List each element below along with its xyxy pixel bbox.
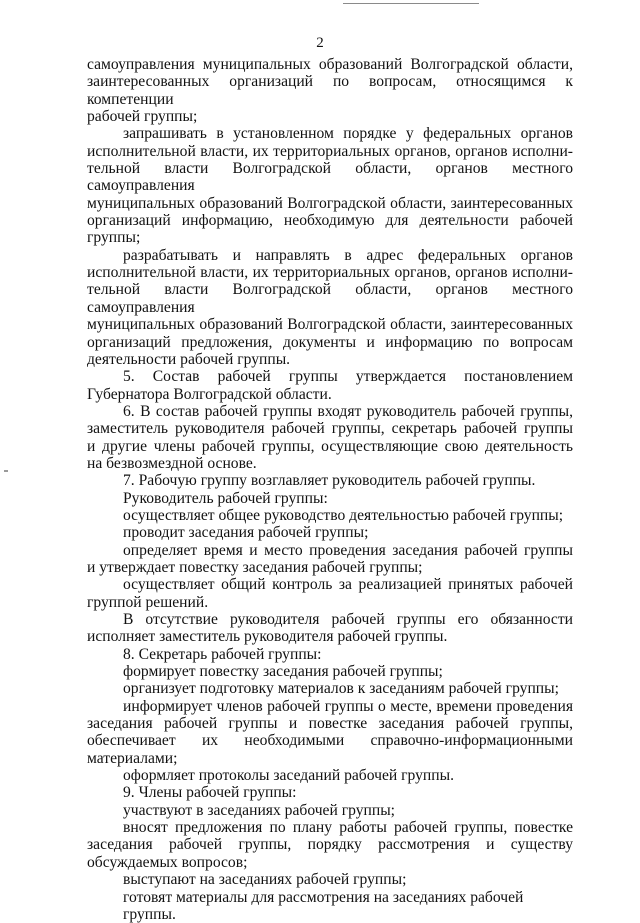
text-line: рабочей группы; [87,108,573,125]
text-line: осуществляет общее руководство деятельностью рабочей группы; [87,507,573,524]
text-line: муниципальных образований Волгоградской области, заинтересованных [87,195,573,212]
text-line: осуществляет общий контроль за реализацией принятых рабочей [87,576,573,593]
text-line: самоуправления муниципальных образований Волгоградской области, [87,56,573,73]
text-line: заинтересованных организаций по вопросам, относящимся к компетенции [87,73,573,108]
text-line: В отсутствие руководителя рабочей группы его обязанности [87,611,573,628]
text-line: Губернатора Волгоградской области. [87,386,573,403]
margin-mark [4,470,8,472]
text-line: на безвозмездной основе. [87,455,573,472]
text-line: определяет время и место проведения заседания рабочей группы [87,542,573,559]
text-line: 7. Рабочую группу возглавляет руководитель рабочей группы. [87,472,573,489]
text-line: оформляет протоколы заседаний рабочей группы. [87,767,573,784]
text-line: исполняет заместитель руководителя рабочей группы. [87,628,573,645]
text-line: организаций предложения, документы и информацию по вопросам [87,334,573,351]
text-line: заседания рабочей группы, порядку рассмотрения и существу [87,836,573,853]
text-line: запрашивать в установленном порядке у федеральных органов [87,125,573,142]
document-body [87,56,573,923]
text-line: Руководитель рабочей группы: [87,490,573,507]
text-line: и другие члены рабочей группы, осуществляющие свою деятельность [87,438,573,455]
text-line: вносят предложения по плану работы рабочей группы, повестке [87,819,573,836]
text-line: группой решений. [87,594,573,611]
text-line: заместитель руководителя рабочей группы, секретарь рабочей группы [87,420,573,437]
text-line: 9. Члены рабочей группы: [87,784,573,801]
text-line: исполнительной власти, их территориальных органов, органов исполни- [87,143,573,160]
text-line: выступают на заседаниях рабочей группы; [87,871,573,888]
text-line: проводит заседания рабочей группы; [87,524,573,541]
text-line: разрабатывать и направлять в адрес федеральных органов [87,247,573,264]
text-line: муниципальных образований Волгоградской области, заинтересованных [87,316,573,333]
text-line: обсуждаемых вопросов; [87,854,573,871]
text-line: участвуют в заседаниях рабочей группы; [87,802,573,819]
text-line: деятельности рабочей группы. [87,351,573,368]
text-line: 6. В состав рабочей группы входят руководитель рабочей группы, [87,403,573,420]
scan-edge-line [343,3,479,4]
text-line: тельной власти Волгоградской области, органов местного самоуправления [87,160,573,195]
page-number: 2 [0,34,640,52]
text-line: исполнительной власти, их территориальных органов, органов исполни- [87,264,573,281]
text-line: и утверждает повестку заседания рабочей группы; [87,559,573,576]
text-line: формирует повестку заседания рабочей группы; [87,663,573,680]
text-line: обеспечивает их необходимыми справочно-информационными материалами; [87,732,573,767]
text-line: организаций информацию, необходимую для деятельности рабочей [87,212,573,229]
text-line: организует подготовку материалов к заседаниям рабочей группы; [87,680,573,697]
text-line: 5. Состав рабочей группы утверждается постановлением [87,368,573,385]
text-line: 8. Секретарь рабочей группы: [87,646,573,663]
text-line: заседания рабочей группы и повестке заседания рабочей группы, [87,715,573,732]
text-line: тельной власти Волгоградской области, органов местного самоуправления [87,281,573,316]
text-line: готовят материалы для рассмотрения на заседаниях рабочей группы. [87,889,573,923]
text-line: информирует членов рабочей группы о месте, времени проведения [87,698,573,715]
text-line: группы; [87,229,573,246]
